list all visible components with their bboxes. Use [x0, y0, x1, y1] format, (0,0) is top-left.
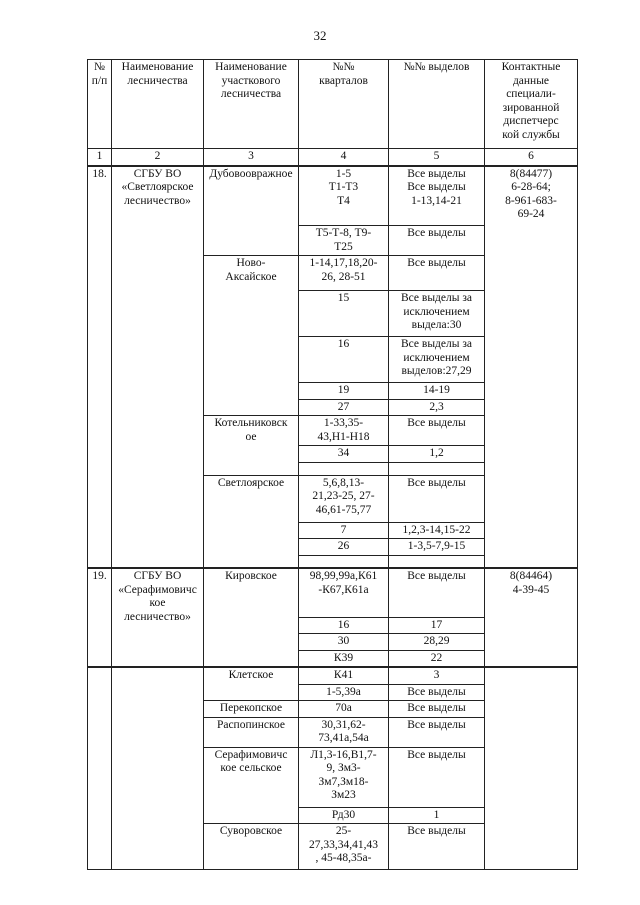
quarters-cell: 30,31,62- 73,41а,54а — [299, 717, 389, 747]
quarters-cell: 1-5,39а — [299, 684, 389, 701]
table-row — [88, 568, 578, 617]
quarters-cell: Л1,3-16,В1,7- 9, Зм3- Зм7,Зм18- Зм23 — [299, 747, 389, 807]
allotments-cell: Все выделы — [389, 824, 485, 870]
allotments-cell: 28,29 — [389, 634, 485, 651]
dispatch-contact — [485, 667, 578, 870]
allotments-cell: 1-3,5-7,9-15 — [389, 539, 485, 556]
column-header: № п/п — [88, 60, 112, 149]
column-number: 2 — [112, 149, 204, 166]
column-number-row — [88, 149, 578, 166]
allotments-cell: 22 — [389, 650, 485, 667]
column-number: 3 — [204, 149, 299, 166]
allotments-cell: Все выделы — [389, 475, 485, 522]
forestry-name: СГБУ ВО «Светлоярское лесничество» — [112, 166, 204, 569]
quarters-cell: К39 — [299, 650, 389, 667]
allotments-cell: Все выделы — [389, 568, 485, 617]
allotments-cell: 1,2 — [389, 446, 485, 463]
column-number: 6 — [485, 149, 578, 166]
allotments-cell: Все выделы — [389, 226, 485, 256]
quarters-cell: 1-5 Т1-Т3 Т4 — [299, 166, 389, 226]
quarters-cell: К41 — [299, 667, 389, 684]
allotments-cell: 17 — [389, 617, 485, 634]
quarters-cell — [299, 555, 389, 568]
allotments-cell: 14-19 — [389, 383, 485, 400]
allotments-cell: 2,3 — [389, 399, 485, 416]
allotments-cell: Все выделы — [389, 416, 485, 446]
allotments-cell: Все выделы — [389, 747, 485, 807]
quarters-cell: 1-33,35- 43,Н1-Н18 — [299, 416, 389, 446]
dispatch-contact: 8(84477) 6-28-64; 8-961-683- 69-24 — [485, 166, 578, 569]
table-row — [88, 667, 578, 684]
quarters-cell: 25- 27,33,34,41,43 , 45-48,35а- — [299, 824, 389, 870]
header-row — [88, 60, 578, 149]
quarters-cell: 98,99,99а,К61 -К67,К61а — [299, 568, 389, 617]
quarters-cell: 15 — [299, 291, 389, 337]
column-number: 1 — [88, 149, 112, 166]
forestry-table-body — [88, 60, 578, 870]
quarters-cell: 19 — [299, 383, 389, 400]
quarters-cell: 5,6,8,13- 21,23-25, 27- 46,61-75,77 — [299, 475, 389, 522]
district-forestry-name: Кировское — [204, 568, 299, 667]
quarters-cell: 34 — [299, 446, 389, 463]
quarters-cell: Рд30 — [299, 807, 389, 824]
column-header: Наименование участкового лесничества — [204, 60, 299, 149]
allotments-cell: 1,2,3-14,15-22 — [389, 522, 485, 539]
column-number: 4 — [299, 149, 389, 166]
column-header: Контактные данные специали- зированной диспетчерс кой службы — [485, 60, 578, 149]
quarters-cell: 26 — [299, 539, 389, 556]
dispatch-contact: 8(84464) 4-39-45 — [485, 568, 578, 667]
district-forestry-name: Суворовское — [204, 824, 299, 870]
allotments-cell: Все выделы за исключением выдела:30 — [389, 291, 485, 337]
quarters-cell: 16 — [299, 617, 389, 634]
allotments-cell: 1 — [389, 807, 485, 824]
column-header: №№ выделов — [389, 60, 485, 149]
allotments-cell: Все выделы — [389, 717, 485, 747]
row-number — [88, 667, 112, 870]
allotments-cell: Все выделы Все выделы 1-13,14-21 — [389, 166, 485, 226]
allotments-cell: Все выделы за исключением выделов:27,29 — [389, 337, 485, 383]
allotments-cell: Все выделы — [389, 684, 485, 701]
district-forestry-name: Распопинское — [204, 717, 299, 747]
table-row — [88, 166, 578, 226]
district-forestry-name: Котельниковск ое — [204, 416, 299, 476]
district-forestry-name: Дубовоовражное — [204, 166, 299, 256]
district-forestry-name: Перекопское — [204, 701, 299, 718]
allotments-cell: 3 — [389, 667, 485, 684]
district-forestry-name: Светлоярское — [204, 475, 299, 568]
forestry-name: СГБУ ВО «Серафимовичс кое лесничество» — [112, 568, 204, 667]
quarters-cell — [299, 462, 389, 475]
allotments-cell: Все выделы — [389, 701, 485, 718]
row-number: 18. — [88, 166, 112, 569]
quarters-cell: 16 — [299, 337, 389, 383]
district-forestry-name: Ново- Аксайское — [204, 256, 299, 416]
allotments-cell: Все выделы — [389, 256, 485, 291]
forestry-name — [112, 667, 204, 870]
district-forestry-name: Серафимовичс кое сельское — [204, 747, 299, 824]
column-header: Наименование лесничества — [112, 60, 204, 149]
column-number: 5 — [389, 149, 485, 166]
quarters-cell: Т5-Т-8, Т9- Т25 — [299, 226, 389, 256]
quarters-cell: 27 — [299, 399, 389, 416]
quarters-cell: 7 — [299, 522, 389, 539]
quarters-cell: 1-14,17,18,20- 26, 28-51 — [299, 256, 389, 291]
row-number: 19. — [88, 568, 112, 667]
quarters-cell: 70а — [299, 701, 389, 718]
allotments-cell — [389, 462, 485, 475]
allotments-cell — [389, 555, 485, 568]
district-forestry-name: Клетское — [204, 667, 299, 701]
page-number: 32 — [313, 28, 327, 43]
forestry-table — [87, 59, 578, 870]
quarters-cell: 30 — [299, 634, 389, 651]
column-header: №№ кварталов — [299, 60, 389, 149]
